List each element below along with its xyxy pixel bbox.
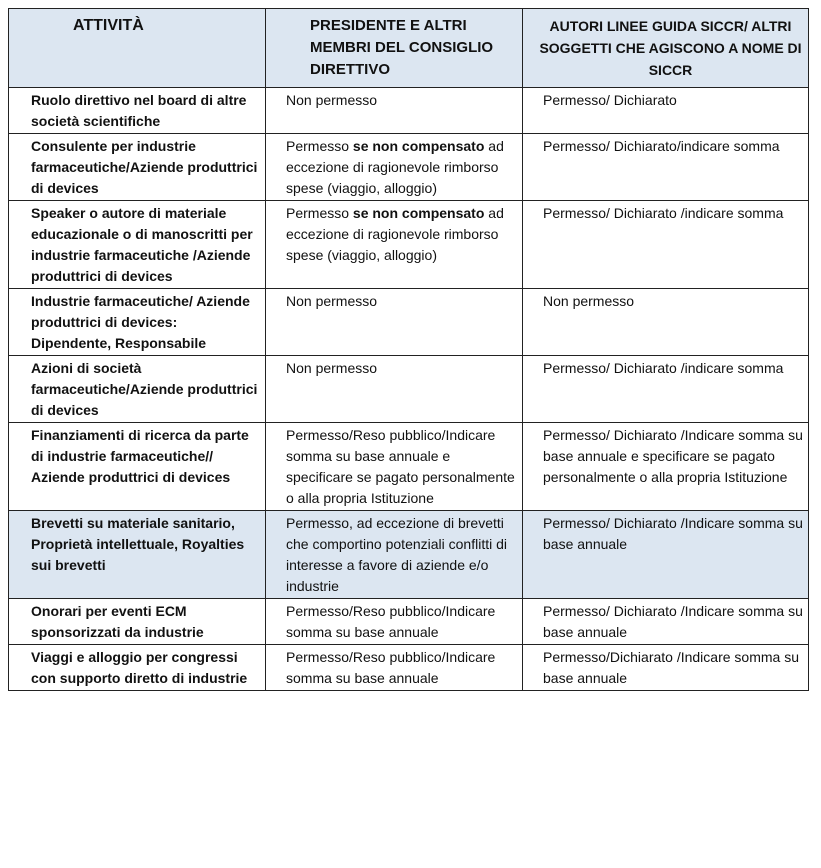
- authors-cell: Permesso/ Dichiarato /Indicare somma su base annuale e specificare se pagato personalmente o alla propria Istituzione: [523, 423, 809, 511]
- authors-cell: Non permesso: [523, 289, 809, 356]
- table-row: [9, 599, 809, 645]
- table-row: [9, 201, 809, 289]
- table-row-highlighted: [9, 511, 809, 599]
- authors-cell: Permesso/ Dichiarato /indicare somma: [523, 201, 809, 289]
- president-text: ad eccezione di ragionevole rimborso spese (viaggio, alloggio): [286, 205, 504, 263]
- activity-cell: Industrie farmaceutiche/ Aziende produttrici di devices: Dipendente, Responsabile: [9, 289, 266, 356]
- president-text: ad eccezione di ragionevole rimborso spese (viaggio, alloggio): [286, 138, 504, 196]
- table-row: [9, 645, 809, 691]
- president-emphasis: se non compensato: [352, 205, 485, 221]
- header-activity: ATTIVITÀ: [9, 9, 266, 88]
- table-row: [9, 88, 809, 134]
- president-cell: [266, 201, 523, 289]
- president-cell: Non permesso: [266, 356, 523, 423]
- header-row: [9, 9, 809, 88]
- president-cell: Permesso/Reso pubblico/Indicare somma su base annuale: [266, 645, 523, 691]
- activity-cell: Consulente per industrie farmaceutiche/Aziende produttrici di devices: [9, 134, 266, 201]
- authors-cell: Permesso/Dichiarato /Indicare somma su base annuale: [523, 645, 809, 691]
- header-president: PRESIDENTE E ALTRI MEMBRI DEL CONSIGLIO DIRETTIVO: [266, 9, 523, 88]
- president-text: Permesso: [286, 205, 353, 221]
- authors-cell: Permesso/ Dichiarato /indicare somma: [523, 356, 809, 423]
- president-cell: Non permesso: [266, 289, 523, 356]
- activity-cell: Finanziamenti di ricerca da parte di industrie farmaceutiche// Aziende produttrici di devices: [9, 423, 266, 511]
- activity-cell: Viaggi e alloggio per congressi con supporto diretto di industrie: [9, 645, 266, 691]
- authors-cell: Permesso/ Dichiarato /Indicare somma su base annuale: [523, 599, 809, 645]
- activity-cell: Ruolo direttivo nel board di altre società scientifiche: [9, 88, 266, 134]
- authors-cell: Permesso/ Dichiarato/indicare somma: [523, 134, 809, 201]
- president-cell: Non permesso: [266, 88, 523, 134]
- activity-cell: Brevetti su materiale sanitario, Proprietà intellettuale, Royalties sui brevetti: [9, 511, 266, 599]
- header-authors: AUTORI LINEE GUIDA SICCR/ ALTRI SOGGETTI CHE AGISCONO A NOME DI SICCR: [523, 9, 809, 88]
- authors-cell: Permesso/ Dichiarato /Indicare somma su base annuale: [523, 511, 809, 599]
- table-row: [9, 134, 809, 201]
- president-emphasis: se non compensato: [352, 138, 485, 154]
- president-cell: Permesso/Reso pubblico/Indicare somma su base annuale e specificare se pagato personalmente o alla propria Istituzione: [266, 423, 523, 511]
- president-cell: Permesso, ad eccezione di brevetti che comportino potenziali conflitti di interesse a favore di aziende e/o industrie: [266, 511, 523, 599]
- policy-table: [8, 8, 809, 691]
- activity-cell: Azioni di società farmaceutiche/Aziende produttrici di devices: [9, 356, 266, 423]
- president-cell: Permesso/Reso pubblico/Indicare somma su base annuale: [266, 599, 523, 645]
- president-text: Permesso: [286, 138, 353, 154]
- activity-cell: Onorari per eventi ECM sponsorizzati da industrie: [9, 599, 266, 645]
- president-cell: [266, 134, 523, 201]
- table-row: [9, 423, 809, 511]
- table-row: [9, 289, 809, 356]
- activity-cell: Speaker o autore di materiale educazionale o di manoscritti per industrie farmaceutiche /Aziende produttrici di devices: [9, 201, 266, 289]
- document-page: [8, 8, 808, 691]
- authors-cell: Permesso/ Dichiarato: [523, 88, 809, 134]
- table-row: [9, 356, 809, 423]
